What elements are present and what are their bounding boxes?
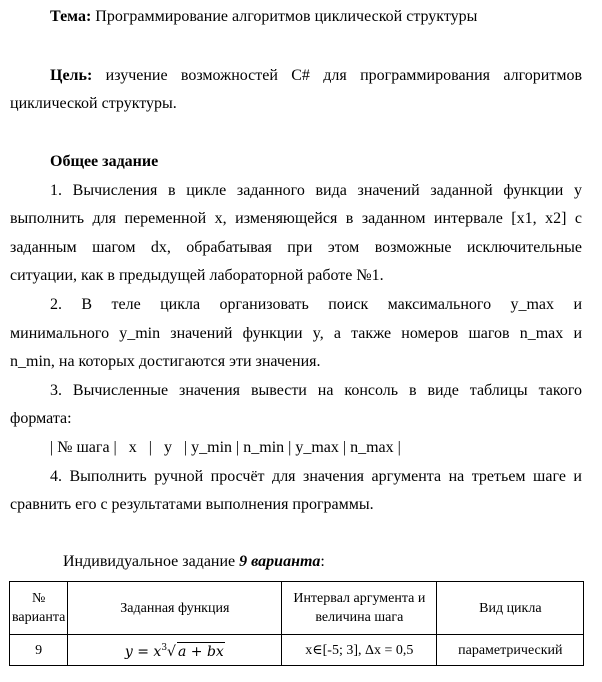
cell-variant-number: 9 xyxy=(10,635,68,666)
p1-line-3: заданным шагом dx, обрабатывая при этом возможные исключительные xyxy=(10,239,582,256)
p1-line-4: ситуации, как в предыдущей лабораторной работе №1. xyxy=(10,267,384,284)
radicand: a + bx xyxy=(177,643,224,660)
cell-loop-type: параметрический xyxy=(437,635,584,666)
p3-line-1: 3. Вычисленные значения вывести на консоль в виде таблицы такого xyxy=(50,382,582,399)
header-variant-number: № варианта xyxy=(10,582,68,635)
p2-line-3: n_min, на которых достигаются эти значения. xyxy=(10,353,321,370)
header-interval: Интервал аргумента и величина шага xyxy=(282,582,437,635)
individual-prefix: Индивидуальное задание xyxy=(63,553,240,570)
table-format-line: | № шага | x | y | y_min | n_min | y_max | n_max | xyxy=(50,439,401,456)
cell-interval: x∈[-5; 3], Δx = 0,5 xyxy=(282,635,437,666)
p2-line-1: 2. В теле цикла организовать поиск максимального y_max и xyxy=(50,296,582,313)
p4-line-2: сравнить его с результатами выполнения программы. xyxy=(10,496,374,513)
cell-function xyxy=(68,635,282,666)
variant-label: 9 варианта xyxy=(239,553,321,570)
topic-text: Программирование алгоритмов циклической структуры xyxy=(91,8,478,25)
p2-line-2: минимального y_min значений функции y, а также номеров шагов n_max и xyxy=(10,325,582,342)
topic-label: Тема: xyxy=(50,8,92,25)
function-formula: $y = x^3√$ a + bx xyxy=(124,642,224,660)
p1-line-2: выполнить для переменной x, изменяющейся в заданном интервале [x1, x2] с xyxy=(10,210,582,227)
p3-line-2: формата: xyxy=(10,410,72,427)
individual-suffix: : xyxy=(320,553,325,570)
p4-line-1: 4. Выполнить ручной просчёт для значения аргумента на третьем шаге и xyxy=(50,468,582,485)
variant-table xyxy=(9,581,584,666)
table-header-row xyxy=(10,582,584,635)
header-function: Заданная функция xyxy=(68,582,282,635)
table-row xyxy=(10,635,584,666)
general-task-heading: Общее задание xyxy=(50,153,159,170)
goal-label: Цель: xyxy=(50,67,93,84)
topic-line xyxy=(50,7,477,27)
individual-task-line xyxy=(63,552,325,572)
goal-line-1 xyxy=(10,66,582,86)
goal-line-2: циклической структуры. xyxy=(10,95,177,112)
p1-line-1: 1. Вычисления в цикле заданного вида значений заданной функции y xyxy=(50,182,582,199)
header-loop-type: Вид цикла xyxy=(437,582,584,635)
goal-text-1: изучение возможностей C# для программирования алгоритмов xyxy=(92,67,582,84)
root-index: 3 xyxy=(161,642,168,653)
